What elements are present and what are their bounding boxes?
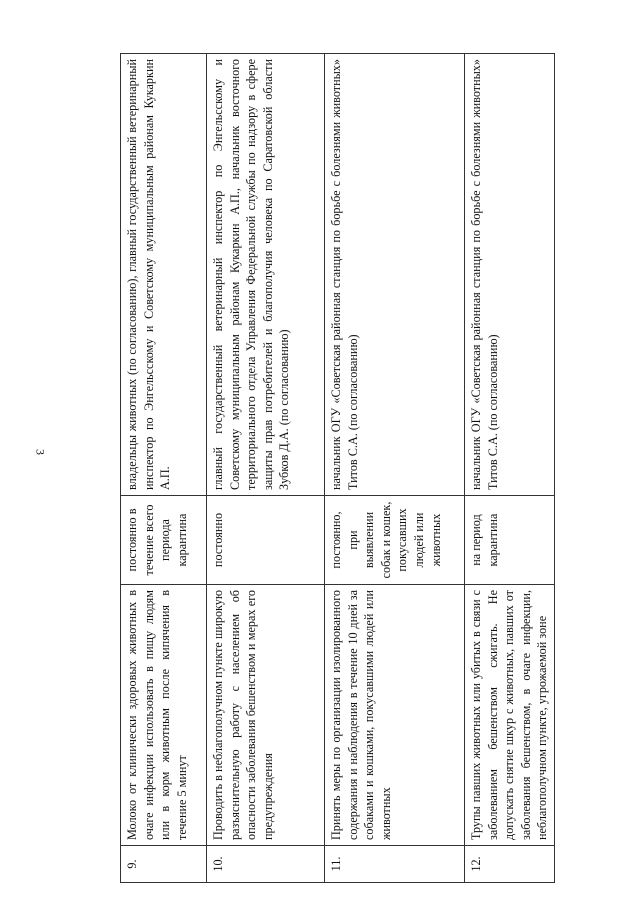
table-row — [325, 54, 465, 883]
measure-cell: Проводить в неблагополучном пункте широкую разъяснительную работу с населением об опасности заболевания бешенством и мерах его предупреждения — [207, 585, 325, 846]
term-cell: на период карантина — [465, 496, 555, 585]
row-number: 10. — [207, 846, 325, 883]
responsible-cell: главный государственный ветеринарный инспектор по Энгельсскому и Советскому муниципальным районам Кукаркин А.П., начальник восточного территориального отдела Управления Федеральной службы по надзору в сфере защиты прав потребителей и благополучия человека по Саратовской области Зубков Д.А. (по согласованию) — [207, 54, 325, 496]
responsible-cell: начальник ОГУ «Советская районная станция по борьбе с болезнями животных» Титов С.А. (по согласованию) — [325, 54, 465, 496]
term-cell: постоянно в течение всего периода карантина — [121, 496, 207, 585]
measures-table — [120, 53, 555, 883]
responsible-cell: начальник ОГУ «Советская районная станция по борьбе с болезнями животных» Титов С.А. (по согласованию) — [465, 54, 555, 496]
table-row — [121, 54, 207, 883]
term-cell: постоянно — [207, 496, 325, 585]
table-row — [207, 54, 325, 883]
measure-cell: Молоко от клинически здоровых животных в очаге инфекции использовать в пищу людям или в корм животным после кипячения в течение 5 минут — [121, 585, 207, 846]
term-cell: постоянно, при выявлении собак и кошек, покусавших людей или животных — [325, 496, 465, 585]
measures-table-rotated — [120, 53, 550, 883]
responsible-cell: владельцы животных (по согласованию), главный государственный ветеринарный инспектор по Энгельсскому и Советскому муниципальным районам Кукаркин А.П. — [121, 54, 207, 496]
row-number: 12. — [465, 846, 555, 883]
table-row — [465, 54, 555, 883]
row-number: 11. — [325, 846, 465, 883]
measure-cell: Принять меры по организации изолированного содержания и наблюдения в течение 10 дней за собаками и кошками, покусавшими людей или животных — [325, 585, 465, 846]
measure-cell: Трупы павших животных или убитых в связи с заболеванием бешенством сжигать. Не допускать снятие шкур с животных, павших от заболевания бешенством, в очаге инфекции, неблагополучном пункте, угрожаемой зоне — [465, 585, 555, 846]
row-number: 9. — [121, 846, 207, 883]
page-number: 3 — [33, 449, 48, 455]
